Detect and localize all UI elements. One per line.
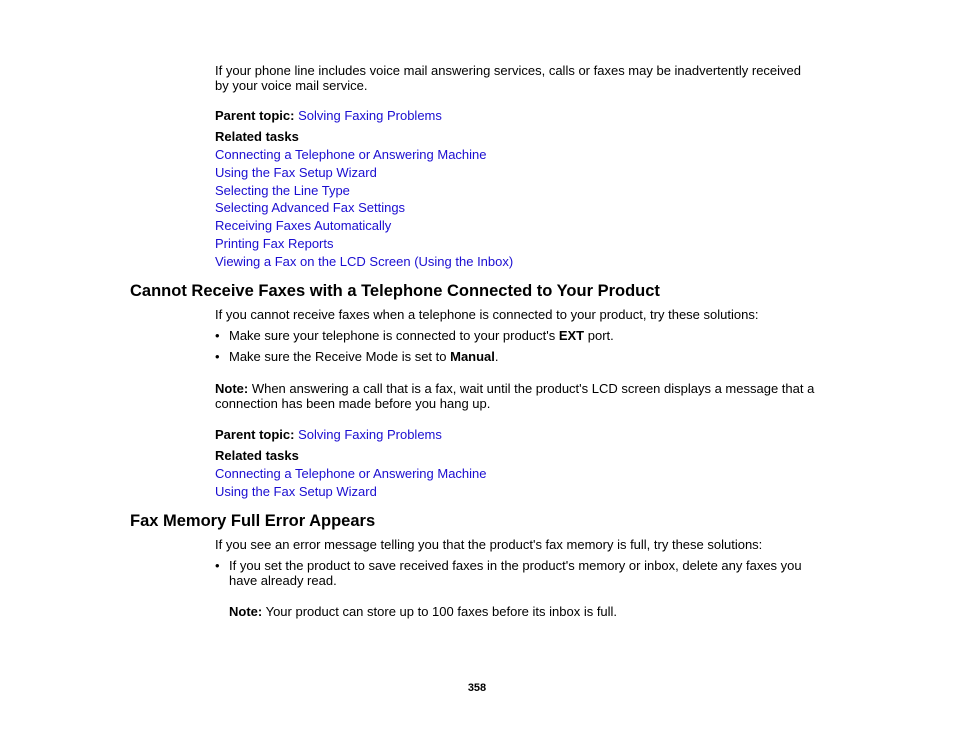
manual-bold: Manual <box>450 349 495 364</box>
parent-topic-link[interactable]: Solving Faxing Problems <box>298 108 442 123</box>
note-label: Note: <box>229 604 263 619</box>
bullet-glyph: • <box>215 328 220 343</box>
related-tasks-heading: Related tasks <box>215 129 299 144</box>
parent-topic-line-2 <box>215 427 442 442</box>
parent-topic-line <box>215 108 442 123</box>
bullet-text: Make sure the Receive Mode is set to <box>229 349 451 364</box>
fax-memory-intro: If you see an error message telling you that the product's fax memory is full, try these solutions: <box>215 537 763 552</box>
parent-topic-label: Parent topic: <box>215 108 295 123</box>
related-link-advanced-fax-settings[interactable]: Selecting Advanced Fax Settings <box>215 200 406 216</box>
bullet-receive-mode <box>215 349 825 364</box>
related-link-fax-setup-wizard[interactable]: Using the Fax Setup Wizard <box>215 483 377 499</box>
note-text: Your product can store up to 100 faxes before its inbox is full. <box>262 604 618 619</box>
note-label: Note: <box>215 381 249 396</box>
bullet-text-end: port. <box>584 328 614 343</box>
related-tasks-list-2 <box>215 466 487 502</box>
related-link-line-type[interactable]: Selecting the Line Type <box>215 182 350 198</box>
voicemail-paragraph: If your phone line includes voice mail answering services, calls or faxes may be inadvertently received by your voice mail service. <box>215 63 802 93</box>
parent-topic-link[interactable]: Solving Faxing Problems <box>298 427 442 442</box>
related-link-fax-reports[interactable]: Printing Fax Reports <box>215 235 334 251</box>
note-answering-call <box>215 381 825 411</box>
bullet-text: If you set the product to save received faxes in the product's memory or inbox, delete any faxes you have already read. <box>229 558 802 588</box>
section-heading-fax-memory: Fax Memory Full Error Appears <box>130 512 376 530</box>
telephone-intro: If you cannot receive faxes when a telephone is connected to your product, try these solutions: <box>215 307 759 322</box>
note-text: When answering a call that is a fax, wait until the product's LCD screen displays a message that a connection has been made before you hang up. <box>215 381 815 411</box>
parent-topic-label: Parent topic: <box>215 427 295 442</box>
section-heading-telephone: Cannot Receive Faxes with a Telephone Connected to Your Product <box>130 282 660 300</box>
bullet-delete-faxes <box>215 558 815 588</box>
bullet-text-end: . <box>494 349 499 364</box>
bullet-text: Make sure your telephone is connected to your product's <box>229 328 559 343</box>
bullet-glyph: • <box>215 349 220 364</box>
related-link-connecting-telephone[interactable]: Connecting a Telephone or Answering Machine <box>215 466 487 481</box>
related-tasks-list <box>215 147 513 272</box>
related-tasks-heading-2: Related tasks <box>215 448 299 463</box>
ext-port-bold: EXT <box>558 328 585 343</box>
related-link-connecting-telephone[interactable]: Connecting a Telephone or Answering Machine <box>215 147 487 162</box>
related-link-view-fax-lcd[interactable]: Viewing a Fax on the LCD Screen (Using the Inbox) <box>215 253 514 269</box>
page-number: 358 <box>467 682 487 694</box>
related-link-fax-setup-wizard[interactable]: Using the Fax Setup Wizard <box>215 164 377 180</box>
note-inbox-capacity <box>229 604 809 619</box>
related-link-receiving-faxes[interactable]: Receiving Faxes Automatically <box>215 218 392 234</box>
bullet-glyph: • <box>215 558 220 573</box>
bullet-ext-port <box>215 328 825 343</box>
